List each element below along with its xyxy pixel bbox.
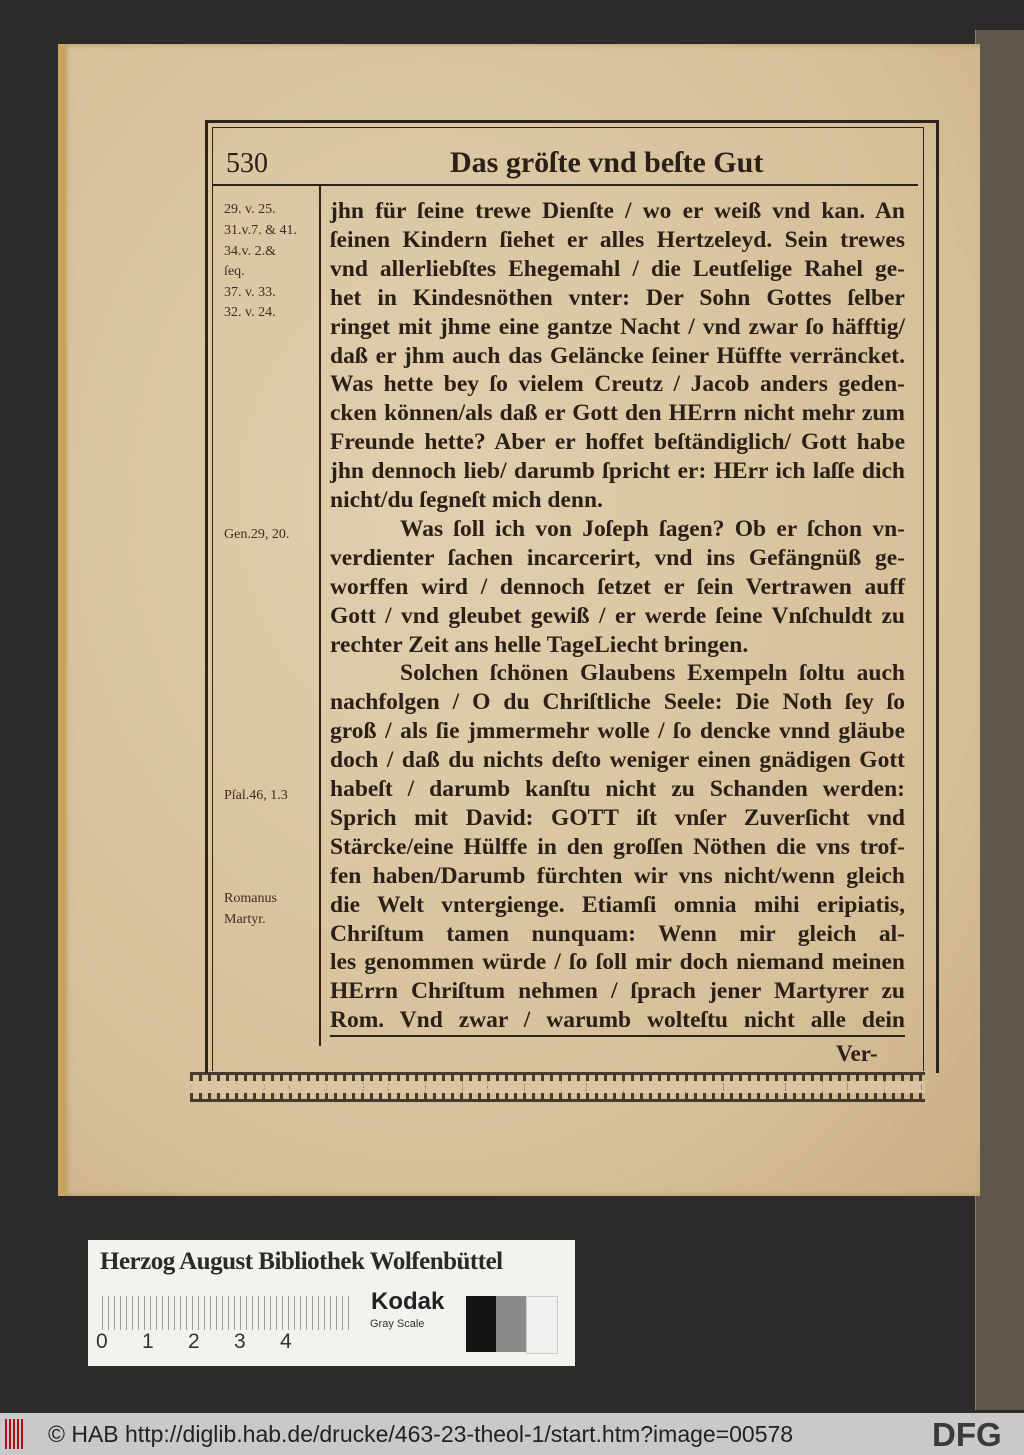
gray-scale-label: Gray Scale: [370, 1318, 425, 1330]
text-line: Chriſtum tamen nunquam: Wenn mir gleich al-: [330, 920, 905, 947]
hab-logo-icon: [5, 1419, 25, 1449]
black-swatch: [466, 1296, 496, 1352]
margin-note: Gen.29, 20.: [224, 527, 290, 542]
text-line: het in Kindesnöthen vnter: Der Sohn Gottes ſelber: [330, 284, 905, 311]
text-line: Sprich mit David: GOTT iſt vnſer Zuverſicht vnd: [330, 804, 905, 831]
margin-note: 31.v.7. & 41.: [224, 223, 297, 238]
text-line: vnd allerliebſtes Ehegemahl / die Leutſelige Rahel ge-: [330, 255, 905, 282]
text-line: Freunde hette? Aber er hoffet beſtändiglich/ Gott habe: [330, 429, 905, 456]
dfg-logo: DFG: [932, 1416, 1002, 1453]
kodak-logo: Kodak: [371, 1288, 445, 1315]
margin-column-rule: [319, 186, 321, 1046]
text-line: Was ſoll ich von Joſeph ſagen? Ob er ſchon vn-: [400, 515, 905, 542]
header-rule: [212, 184, 918, 186]
text-line: nachfolgen / O du Chriſtliche Seele: Die Noth ſey ſo: [330, 689, 905, 716]
translucent-sheet-edge: [975, 30, 1024, 1410]
margin-note: 29. v. 25.: [224, 202, 276, 217]
text-line: doch / daß du nichts deſto weniger einen gnädigen Gott: [330, 747, 905, 774]
ornamental-border: [190, 1072, 925, 1102]
text-line: fen haben/Darumb fürchten wir vns nicht/wenn gleich: [330, 862, 905, 889]
page-number: 530: [226, 148, 268, 179]
text-line: rechter Zeit ans helle TageLiecht bringen.: [330, 631, 749, 658]
margin-note: ſeq.: [224, 264, 245, 279]
text-line: Stärcke/eine Hülffe in den groſſen Nöthen die vns trof-: [330, 833, 905, 860]
text-line: ſeinen Kindern ſiehet er alles Hertzeleyd. Sein trewes: [330, 226, 905, 253]
ruler-number: 0: [96, 1330, 108, 1353]
margin-note: 34.v. 2.&: [224, 244, 276, 259]
text-line: jhn für ſeine trewe Dienſte / wo er weiß vnd kan. An: [330, 198, 905, 224]
ruler-number: 3: [234, 1330, 246, 1353]
footer-rule: [330, 1035, 905, 1037]
margin-note: Romanus: [224, 891, 277, 906]
text-line: Gott / vnd gleubet gewiß / er werde ſeine Vnſchuldt zu: [330, 602, 905, 629]
gray-swatch: [496, 1296, 526, 1352]
margin-note: Martyr.: [224, 912, 266, 927]
margin-note: 37. v. 33.: [224, 285, 276, 300]
text-line: worffen wird / dennoch ſetzet er ſein Vertrawen auff: [330, 573, 905, 600]
color-card: [88, 1240, 575, 1366]
text-line: jhn dennoch lieb/ darumb ſpricht er: HErr ich laſſe dich: [330, 458, 905, 485]
text-line: Was hette bey ſo vielem Creutz / Jacob anders geden-: [330, 371, 905, 398]
ruler-number: 4: [280, 1330, 292, 1353]
white-swatch: [526, 1296, 558, 1354]
text-line: Rom. Vnd zwar / warumb wolteſtu nicht alle dein: [330, 1007, 905, 1034]
page-gilt-edge: [58, 44, 66, 1196]
text-line: HErrn Chriſtum nehmen / ſprach jener Martyrer zu: [330, 978, 905, 1005]
text-line: habeſt / darumb kanſtu nicht zu Schanden werden:: [330, 776, 905, 802]
ruler-number: 2: [188, 1330, 200, 1353]
text-line: verdienter ſachen incarcerirt, vnd ins Gefängnüß ge-: [330, 544, 905, 571]
margin-note: Pſal.46, 1.3: [224, 788, 288, 803]
text-line: die Welt vntergienge. Etiamſi omnia mihi eripiatis,: [330, 891, 905, 918]
footer-bar: [0, 1413, 1024, 1455]
catchword: Ver-: [836, 1041, 878, 1066]
ruler-number: 1: [142, 1330, 154, 1353]
text-line: nicht/du ſegneſt mich denn.: [330, 487, 603, 513]
text-line: Solchen ſchönen Glaubens Exempeln ſoltu auch: [400, 660, 905, 687]
text-line: daß er jhm auch das Geläncke ſeiner Hüffte verräncket.: [330, 342, 905, 369]
institution-name: Herzog August Bibliothek Wolfenbüttel: [100, 1248, 503, 1275]
ruler-ticks: [102, 1296, 352, 1330]
running-title: Das gröſte vnd beſte Gut: [450, 146, 764, 179]
text-line: groß / als ſie jmmermehr wolle / ſo dencke vnnd gläube: [330, 718, 905, 745]
text-line: les genommen würde / ſo ſoll mir doch niemand meinen: [330, 949, 905, 976]
credit-link[interactable]: © HAB http://diglib.hab.de/drucke/463-23-theol-1/start.htm?image=00578: [48, 1421, 794, 1447]
margin-note: 32. v. 24.: [224, 305, 276, 320]
ruler-numbers: [96, 1330, 326, 1354]
text-line: ringet mit jhme eine gantze Nacht / vnd zwar ſo häfftig/: [330, 313, 905, 340]
text-line: cken können/als daß er Gott den HErrn nicht mehr zum: [330, 400, 905, 427]
